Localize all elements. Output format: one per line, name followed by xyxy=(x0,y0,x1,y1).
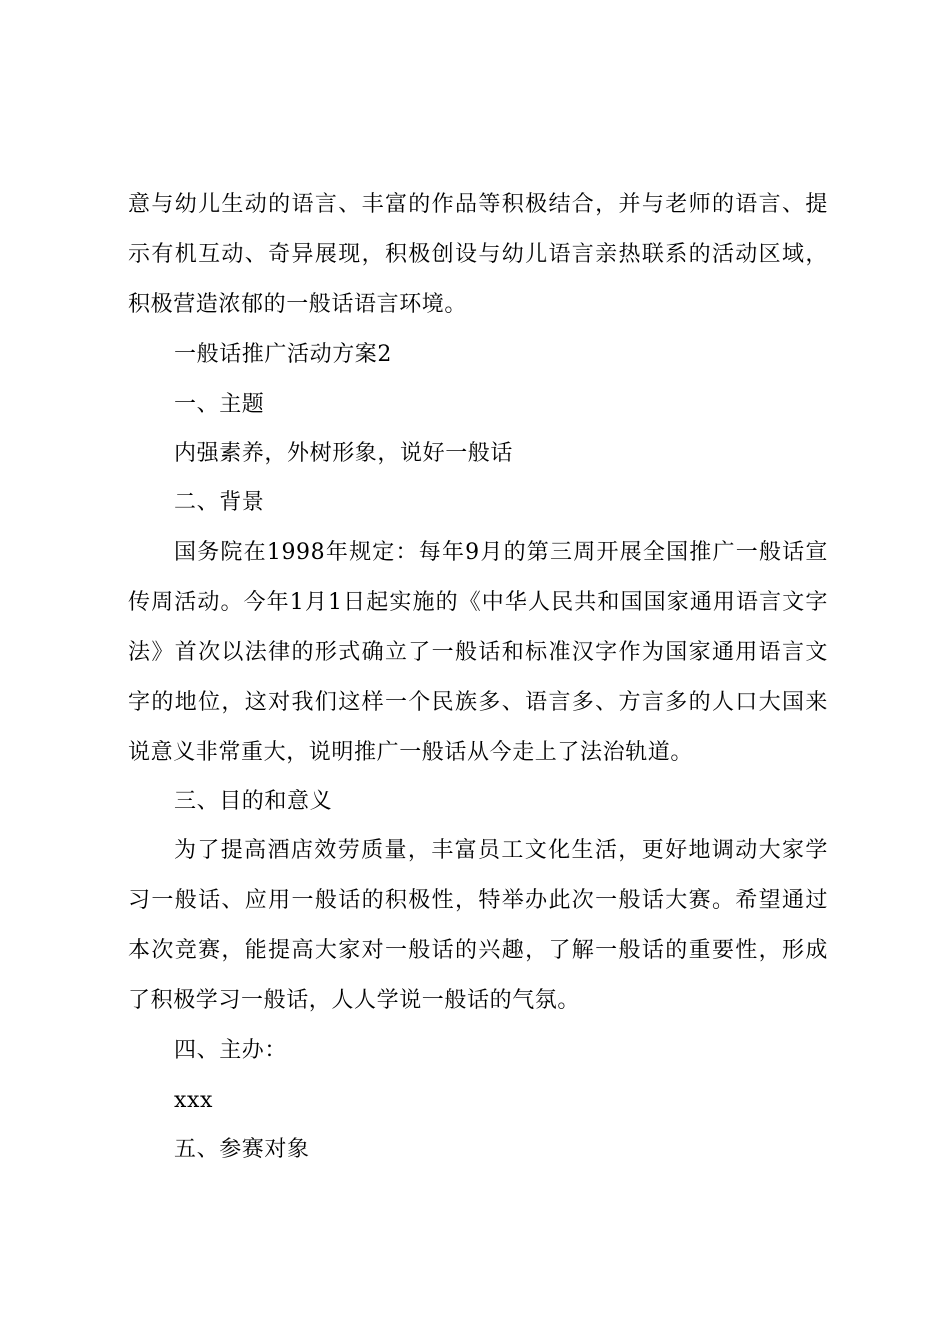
section-title: 一般话推广活动方案2 xyxy=(174,342,392,367)
heading-purpose: 三、目的和意义 xyxy=(174,789,333,814)
paragraph-background: 国务院在1998年规定：每年9月的第三周开展全国推广一般话宣传周活动。今年1月1日起实施的《中华人民共和国国家通用语言文字法》首次以法律的形式确立了一般话和标准汉字作为国家通用语言文字的地位，这对我们这样一个民族多、语言多、方言多的人口大国来说意义非常重大，说明推广一般话从今走上了法治轨道。 xyxy=(128,540,828,765)
paragraph-purpose: 为了提高酒店效劳质量，丰富员工文化生活，更好地调动大家学习一般话、应用一般话的积极性，特举办此次一般话大赛。希望通过本次竞赛，能提高大家对一般话的兴趣，了解一般话的重要性，形成了积极学习一般话，人人学说一般话的气氛。 xyxy=(128,838,828,1013)
paragraph-continuation: 意与幼儿生动的语言、丰富的作品等积极结合，并与老师的语言、提示有机互动、奇异展现，积极创设与幼儿语言亲热联系的活动区域，积极营造浓郁的一般话语言环境。 xyxy=(128,192,828,317)
heading-background: 二、背景 xyxy=(174,490,265,515)
paragraph-organizer: xxx xyxy=(174,1088,214,1113)
heading-organizer: 四、主办： xyxy=(174,1038,288,1063)
heading-participants: 五、参赛对象 xyxy=(174,1137,310,1162)
paragraph-theme: 内强素养，外树形象，说好一般话 xyxy=(174,441,514,466)
heading-theme: 一、主题 xyxy=(174,392,265,417)
